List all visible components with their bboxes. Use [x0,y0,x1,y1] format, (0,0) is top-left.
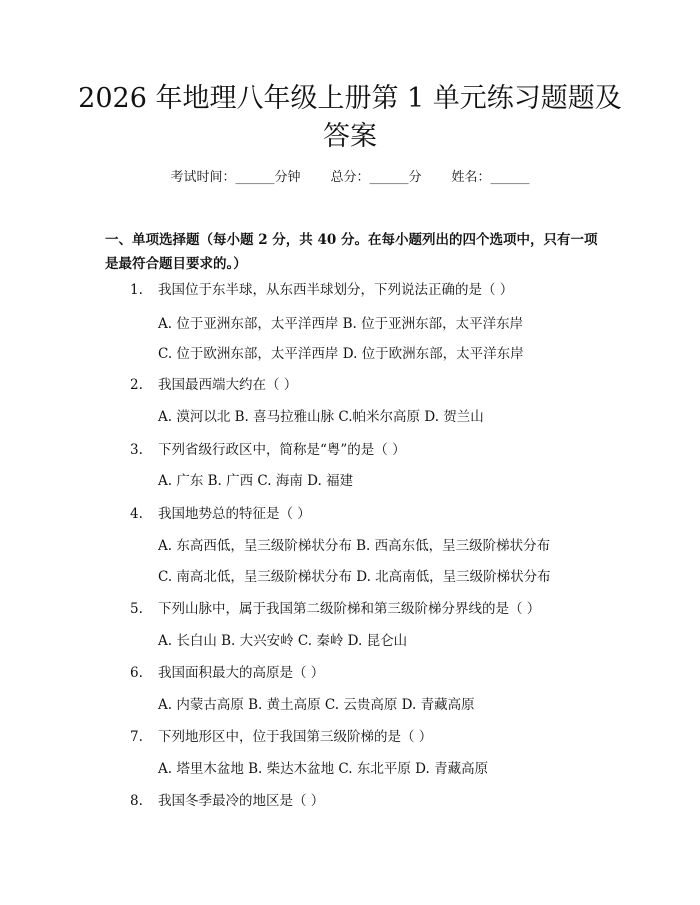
question-3 [130,440,610,460]
question-text: 下列山脉中，属于我国第二级阶梯和第三级阶梯分界线的是（ ） [158,601,541,617]
question-4-options-row-2: C. 南高北低，呈三级阶梯状分布 D. 北高南低，呈三级阶梯状分布 [158,569,551,585]
question-1-options-row-2: C. 位于欧洲东部，太平洋西岸 D. 位于欧洲东部，太平洋东岸 [158,346,524,362]
question-number: 3. [130,442,143,458]
question-4 [130,504,610,524]
question-number: 6. [130,665,143,681]
exam-time-field: 考试时间：______分钟 [170,170,301,185]
question-text: 我国冬季最冷的地区是（ ） [158,793,325,809]
question-6 [130,663,610,683]
question-text: 下列地形区中，位于我国第三级阶梯的是（ ） [158,729,433,745]
question-8 [130,791,610,811]
question-2 [130,375,610,395]
question-text: 下列省级行政区中，简称是“粤”的是（ ） [158,442,406,458]
question-text: 我国最西端大约在（ ） [158,377,298,393]
total-score-field: 总分：______分 [330,170,422,185]
document-title [70,80,630,156]
question-number: 5. [130,601,143,617]
question-7-options: A. 塔里木盆地 B. 柴达木盆地 C. 东北平原 D. 青藏高原 [158,761,489,777]
question-4-options-row-1: A. 东高西低，呈三级阶梯状分布 B. 西高东低，呈三级阶梯状分布 [158,538,551,554]
question-7 [130,727,610,747]
question-number: 4. [130,506,143,522]
question-text: 我国位于东半球，从东西半球划分，下列说法正确的是（ ） [158,282,514,298]
question-6-options: A. 内蒙古高原 B. 黄土高原 C. 云贵高原 D. 青藏高原 [158,697,475,713]
question-text: 我国地势总的特征是（ ） [158,506,311,522]
question-number: 2. [130,377,143,393]
question-2-options: A. 漠河以北 B. 喜马拉雅山脉 C.帕米尔高原 D. 贺兰山 [158,409,484,425]
question-number: 1. [130,282,143,298]
question-5 [130,599,610,619]
question-text: 我国面积最大的高原是（ ） [158,665,325,681]
question-1 [130,280,610,300]
exam-meta-line [0,168,700,188]
question-number: 7. [130,729,143,745]
question-3-options: A. 广东 B. 广西 C. 海南 D. 福建 [158,473,354,489]
title-line-2: 答案 [323,121,377,152]
section-heading: 一、单项选择题（每小题 2 分，共 40 分。在每小题列出的四个选项中，只有一项是最符合题目要求的。） [105,232,598,272]
question-5-options: A. 长白山 B. 大兴安岭 C. 秦岭 D. 昆仑山 [158,633,408,649]
student-name-field: 姓名：______ [451,170,530,185]
question-1-options-row-1: A. 位于亚洲东部，太平洋西岸 B. 位于亚洲东部，太平洋东岸 [158,316,524,332]
title-line-1: 2026 年地理八年级上册第 1 单元练习题题及 [78,83,622,114]
question-number: 8. [130,793,143,809]
